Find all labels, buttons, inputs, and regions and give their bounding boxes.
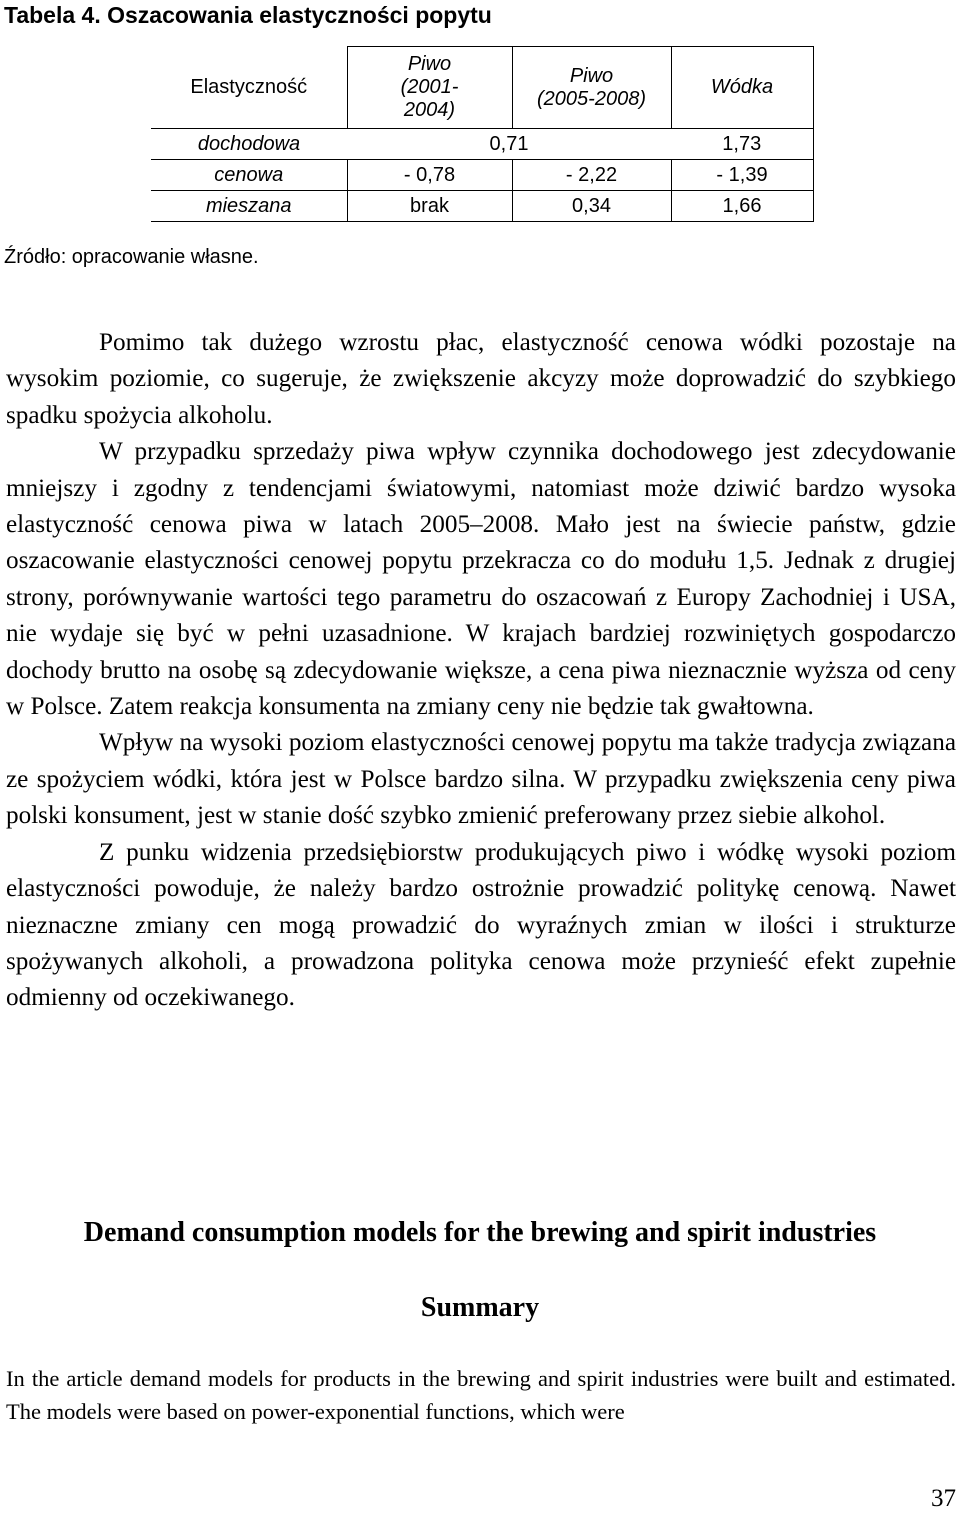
paragraph: Z punku widzenia przedsiębiorstw produkujących piwo i wódkę wysoki poziom elastyczności powoduje, że należy bardzo ostrożnie prowadzić politykę cenową. Nawet nieznaczne zmiany cen mogą prowadzić do wyraźnych zmian w ilości i strukturze spożywanych alkoholi, a prowadzona polityka cenowa może przynieść efekt zupełnie odmienny od oczekiwanego. <box>6 838 956 1012</box>
header-beer2-line2: (2005-2008) <box>537 87 646 110</box>
summary-heading: Summary <box>420 1292 540 1323</box>
cell-vodka: - 1,39 <box>671 160 813 191</box>
cell-vodka: 1,73 <box>671 129 813 160</box>
row-label: dochodowa <box>151 129 347 160</box>
header-beer-2001-2004 <box>347 47 512 129</box>
cell-beer2: 0,34 <box>512 191 671 222</box>
cell-beer-merged: 0,71 <box>347 129 671 160</box>
header-beer2-line1: Piwo <box>569 64 614 87</box>
table-row <box>151 160 813 191</box>
page-number: 37 <box>931 1485 956 1512</box>
paragraph: Pomimo tak dużego wzrostu płac, elastyczność cenowa wódki pozostaje na wysokim poziomie, co sugeruje, że zwiększenie akcyzy może doprowadzić do szybkiego spadku spożycia alkoholu. <box>6 329 956 429</box>
row-label: mieszana <box>151 191 347 222</box>
main-text <box>6 325 956 1017</box>
summary-text: In the article demand models for products in the brewing and spirit industries were built and estimated. The models were based on power-exponential functions, which were <box>6 1366 956 1424</box>
cell-beer1: - 0,78 <box>347 160 512 191</box>
table-caption: Tabela 4. Oszacowania elastyczności popytu <box>4 2 492 28</box>
header-beer1-line3: 2004) <box>403 99 456 121</box>
cell-vodka: 1,66 <box>671 191 813 222</box>
paragraph: W przypadku sprzedaży piwa wpływ czynnika dochodowego jest zdecydowanie mniejszy i zgodny z tendencjami światowymi, natomiast może dziwić bardzo wysoka elastyczność cenowa piwa w latach 2005–2008. Mało jest na świecie państw, gdzie oszacowanie elastyczności cenowej popytu przekracza co do modułu 1,5. Jednak z drugiej strony, porównywanie wartości tego parametru do oszacowań z Europy Zachodniej i USA, nie wydaje się być w pełni uzasadnione. W krajach bardziej rozwiniętych gospodarczo dochody brutto na osobę są zdecydowanie większe, a cena piwa nieznacznie wyższa od ceny w Polsce. Zatem reakcja konsumenta na zmiany ceny nie będzie tak gwałtowna. <box>6 438 956 721</box>
cell-beer2: - 2,22 <box>512 160 671 191</box>
table-row <box>151 129 813 160</box>
table-source: Źródło: opracowanie własne. <box>4 246 259 268</box>
summary-title: Demand consumption models for the brewing and spirit industries <box>83 1217 877 1248</box>
table-row <box>151 191 813 222</box>
header-vodka: Wódka <box>671 47 813 129</box>
header-beer1-line1: Piwo <box>407 53 452 75</box>
row-label: cenowa <box>151 160 347 191</box>
header-elasticity: Elastyczność <box>190 75 308 98</box>
elasticity-table <box>151 46 814 222</box>
cell-beer1: brak <box>347 191 512 222</box>
table-header-row <box>151 47 813 129</box>
header-beer1-line2: (2001- <box>400 76 459 98</box>
header-beer-2005-2008 <box>512 47 671 129</box>
paragraph: Wpływ na wysoki poziom elastyczności cenowej popytu ma także tradycja związana ze spożyciem wódki, która jest w Polsce bardzo silna. W przypadku zwiększenia ceny piwa polski konsument, jest w stanie dość szybko zmienić preferowany przez siebie alkohol. <box>6 729 956 830</box>
